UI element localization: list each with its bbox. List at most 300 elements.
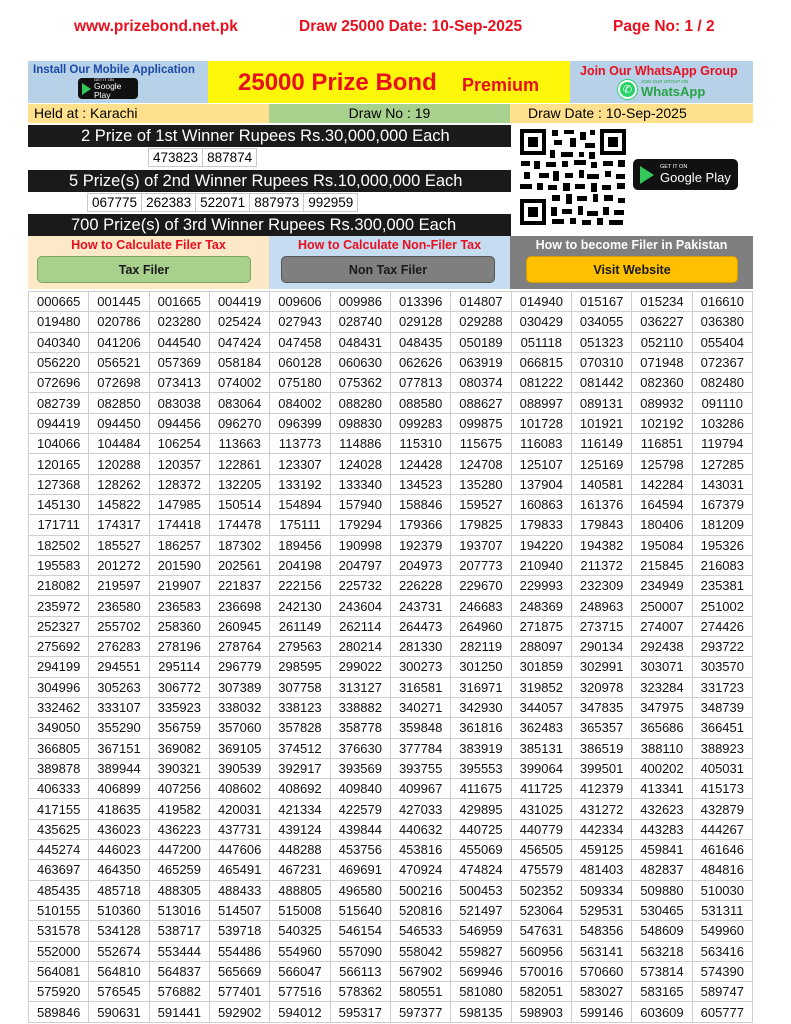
- winning-number-cell: 399501: [571, 758, 631, 778]
- winning-number-cell: 547631: [511, 921, 571, 941]
- winning-number-cell: 447200: [149, 840, 209, 860]
- winning-number-cell: 418635: [89, 799, 149, 819]
- winning-number-cell: 175111: [270, 515, 330, 535]
- winning-number-cell: 135280: [451, 474, 511, 494]
- second-prize-number: 992959: [303, 193, 358, 212]
- winning-number-cell: 089131: [571, 393, 631, 413]
- winning-number-cell: 195583: [29, 555, 89, 575]
- winning-number-cell: 264960: [451, 616, 511, 636]
- winning-number-cell: 015167: [571, 292, 631, 312]
- winning-number-cell: 056521: [89, 352, 149, 372]
- winning-number-cell: 422579: [330, 799, 390, 819]
- winning-number-cell: 348739: [692, 697, 752, 717]
- winning-number-cell: 096270: [209, 413, 269, 433]
- winning-number-cell: 356759: [149, 718, 209, 738]
- winning-number-cell: 598135: [451, 1002, 511, 1022]
- winning-number-cell: 357060: [209, 718, 269, 738]
- winning-number-cell: 459841: [632, 840, 692, 860]
- winning-number-cell: 565669: [209, 961, 269, 981]
- winning-number-cell: 210940: [511, 555, 571, 575]
- winning-number-cell: 484816: [692, 860, 752, 880]
- premium-tag: Premium: [462, 75, 540, 95]
- winning-number-cell: 133192: [270, 474, 330, 494]
- winning-number-cell: 431272: [571, 799, 631, 819]
- winning-number-cell: 292438: [632, 637, 692, 657]
- winning-number-cell: 278764: [209, 637, 269, 657]
- table-row: [29, 1002, 753, 1022]
- winning-number-cell: 094450: [89, 413, 149, 433]
- winning-number-cell: 101728: [511, 413, 571, 433]
- winning-number-cell: 509334: [571, 880, 631, 900]
- winning-number-cell: 028740: [330, 312, 390, 332]
- winning-number-cell: 347835: [571, 697, 631, 717]
- winning-number-cell: 236580: [89, 596, 149, 616]
- winning-number-cell: 189456: [270, 535, 330, 555]
- winning-number-cell: 114886: [330, 434, 390, 454]
- winning-number-cell: 081222: [511, 373, 571, 393]
- winning-number-cell: 204198: [270, 555, 330, 575]
- table-row: [29, 434, 753, 454]
- winning-number-cell: 055404: [692, 332, 752, 352]
- winning-number-cell: 072696: [29, 373, 89, 393]
- winning-number-cell: 029288: [451, 312, 511, 332]
- winning-number-cell: 073413: [149, 373, 209, 393]
- winning-number-cell: 366805: [29, 738, 89, 758]
- winning-number-cell: 201590: [149, 555, 209, 575]
- winning-number-cell: 278196: [149, 637, 209, 657]
- winning-number-cell: 222156: [270, 576, 330, 596]
- winning-number-cell: 570016: [511, 961, 571, 981]
- winning-number-cell: 420031: [209, 799, 269, 819]
- winning-number-cell: 470924: [390, 860, 450, 880]
- winning-number-cell: 195084: [632, 535, 692, 555]
- winning-number-cell: 573814: [632, 961, 692, 981]
- winning-number-cell: 236698: [209, 596, 269, 616]
- winning-number-cell: 301250: [451, 657, 511, 677]
- winning-number-cell: 582051: [511, 982, 571, 1002]
- winning-number-cell: 294199: [29, 657, 89, 677]
- table-row: [29, 352, 753, 372]
- winning-number-cell: 125798: [632, 454, 692, 474]
- winning-number-cell: 485435: [29, 880, 89, 900]
- winning-number-cell: 559827: [451, 941, 511, 961]
- winning-number-cell: 411725: [511, 779, 571, 799]
- title-banner: [208, 61, 570, 103]
- filer-tax-section: [28, 236, 269, 289]
- winning-number-cell: 305263: [89, 677, 149, 697]
- winning-number-cell: 174317: [89, 515, 149, 535]
- winning-number-cell: 463697: [29, 860, 89, 880]
- first-prize-number: 887874: [202, 148, 257, 167]
- winning-number-cell: 529531: [571, 900, 631, 920]
- whatsapp-small-text: JOIN OUR GROUP ON: [641, 79, 689, 85]
- play-icon: [82, 83, 91, 95]
- winning-number-cell: 216083: [692, 555, 752, 575]
- winning-number-cell: 051118: [511, 332, 571, 352]
- winning-number-cell: 303071: [632, 657, 692, 677]
- winning-number-cell: 591441: [149, 1002, 209, 1022]
- winning-number-cell: 174478: [209, 515, 269, 535]
- winning-number-cell: 436223: [149, 819, 209, 839]
- winning-number-cell: 399064: [511, 758, 571, 778]
- winning-number-cell: 513016: [149, 900, 209, 920]
- app-promo: [28, 61, 208, 103]
- winning-number-cell: 001665: [149, 292, 209, 312]
- winning-number-cell: 580551: [390, 982, 450, 1002]
- table-row: [29, 921, 753, 941]
- winning-number-cell: 552674: [89, 941, 149, 961]
- winning-number-cell: 358778: [330, 718, 390, 738]
- winning-number-cell: 179294: [330, 515, 390, 535]
- winning-number-cell: 563218: [632, 941, 692, 961]
- store-name: Google Play: [94, 81, 122, 100]
- app-promo-label: Install Our Mobile Application: [33, 64, 195, 76]
- winning-number-cell: 025424: [209, 312, 269, 332]
- winning-number-cell: 295114: [149, 657, 209, 677]
- whatsapp-promo: [570, 61, 753, 103]
- winning-number-cell: 192379: [390, 535, 450, 555]
- winning-number-cell: 335923: [149, 697, 209, 717]
- non-tax-filer-button[interactable]: Non Tax Filer: [281, 256, 495, 283]
- winning-number-cell: 044540: [149, 332, 209, 352]
- second-prize-number: 887973: [249, 193, 304, 212]
- winning-number-cell: 102192: [632, 413, 692, 433]
- third-prize-winners-table: [28, 291, 753, 1023]
- winning-number-cell: 366451: [692, 718, 752, 738]
- winning-number-cell: 355290: [89, 718, 149, 738]
- winning-number-cell: 258360: [149, 616, 209, 636]
- table-row: [29, 535, 753, 555]
- winning-number-cell: 566047: [270, 961, 330, 981]
- winning-number-cell: 072698: [89, 373, 149, 393]
- winning-number-cell: 411675: [451, 779, 511, 799]
- winning-number-cell: 340271: [390, 697, 450, 717]
- whatsapp-name: WhatsApp: [641, 83, 706, 99]
- winning-number-cell: 050189: [451, 332, 511, 352]
- winning-number-cell: 128372: [149, 474, 209, 494]
- winning-number-cell: 456505: [511, 840, 571, 860]
- winning-number-cell: 161376: [571, 494, 631, 514]
- winning-number-cell: 158846: [390, 494, 450, 514]
- winning-number-cell: 016610: [692, 292, 752, 312]
- winning-number-cell: 530465: [632, 900, 692, 920]
- winning-number-cell: 567902: [390, 961, 450, 981]
- winning-number-cell: 365357: [571, 718, 631, 738]
- winning-number-cell: 271875: [511, 616, 571, 636]
- winning-number-cell: 082850: [89, 393, 149, 413]
- table-row: [29, 596, 753, 616]
- winning-number-cell: 558042: [390, 941, 450, 961]
- winning-number-cell: 589747: [692, 982, 752, 1002]
- winning-number-cell: 481403: [571, 860, 631, 880]
- winning-number-cell: 597377: [390, 1002, 450, 1022]
- winning-number-cell: 211372: [571, 555, 631, 575]
- winning-number-cell: 482837: [632, 860, 692, 880]
- winning-number-cell: 534128: [89, 921, 149, 941]
- winning-number-cell: 074002: [209, 373, 269, 393]
- winning-number-cell: 116149: [571, 434, 631, 454]
- winning-number-cell: 444267: [692, 819, 752, 839]
- site-url[interactable]: www.prizebond.net.pk: [74, 18, 238, 35]
- winning-number-cell: 124708: [451, 454, 511, 474]
- winning-number-cell: 570660: [571, 961, 631, 981]
- winning-number-cell: 251002: [692, 596, 752, 616]
- winning-number-cell: 440632: [390, 819, 450, 839]
- winning-number-cell: 338032: [209, 697, 269, 717]
- draw-number: Draw No : 19: [269, 104, 510, 123]
- first-prize-heading: 2 Prize of 1st Winner Rupees Rs.30,000,000 Each: [28, 125, 511, 147]
- winning-number-cell: 464350: [89, 860, 149, 880]
- winning-number-cell: 377784: [390, 738, 450, 758]
- winning-number-cell: 439124: [270, 819, 330, 839]
- table-row: [29, 819, 753, 839]
- winning-number-cell: 455069: [451, 840, 511, 860]
- winning-number-cell: 248369: [511, 596, 571, 616]
- winning-number-cell: 539718: [209, 921, 269, 941]
- winning-number-cell: 171711: [29, 515, 89, 535]
- winning-number-cell: 344057: [511, 697, 571, 717]
- winning-number-cell: 134523: [390, 474, 450, 494]
- table-row: [29, 941, 753, 961]
- winning-number-cell: 442334: [571, 819, 631, 839]
- winning-number-cell: 320978: [571, 677, 631, 697]
- page-header: [0, 18, 791, 44]
- winning-number-cell: 332462: [29, 697, 89, 717]
- table-row: [29, 758, 753, 778]
- winning-number-cell: 290134: [571, 637, 631, 657]
- winning-number-cell: 563416: [692, 941, 752, 961]
- winning-number-cell: 029128: [390, 312, 450, 332]
- winning-number-cell: 488305: [149, 880, 209, 900]
- winning-number-cell: 122861: [209, 454, 269, 474]
- table-row: [29, 982, 753, 1002]
- winning-number-cell: 421334: [270, 799, 330, 819]
- winning-number-cell: 510360: [89, 900, 149, 920]
- winning-number-cell: 225732: [330, 576, 390, 596]
- winning-number-cell: 307389: [209, 677, 269, 697]
- second-prize-number: 067775: [87, 193, 142, 212]
- winning-number-cell: 347975: [632, 697, 692, 717]
- held-at: Held at : Karachi: [28, 104, 269, 123]
- winning-number-cell: 432879: [692, 799, 752, 819]
- winning-number-cell: 083038: [149, 393, 209, 413]
- winning-number-cell: 036380: [692, 312, 752, 332]
- winning-number-cell: 393755: [390, 758, 450, 778]
- winning-number-cell: 113773: [270, 434, 330, 454]
- first-prize-number: 473823: [148, 148, 203, 167]
- winning-number-cell: 294551: [89, 657, 149, 677]
- whatsapp-badge[interactable]: [618, 79, 708, 99]
- winning-number-cell: 120165: [29, 454, 89, 474]
- draw-card: [28, 61, 753, 289]
- winning-number-cell: 273715: [571, 616, 631, 636]
- winning-number-cell: 592902: [209, 1002, 269, 1022]
- winning-number-cell: 374512: [270, 738, 330, 758]
- winning-number-cell: 408602: [209, 779, 269, 799]
- winning-number-cell: 094419: [29, 413, 89, 433]
- table-row: [29, 860, 753, 880]
- winning-number-cell: 564810: [89, 961, 149, 981]
- winning-number-cell: 098830: [330, 413, 390, 433]
- winning-number-cell: 193707: [451, 535, 511, 555]
- winning-number-cell: 531578: [29, 921, 89, 941]
- winning-number-cell: 023280: [149, 312, 209, 332]
- winning-number-cell: 407256: [149, 779, 209, 799]
- winning-number-cell: 081442: [571, 373, 631, 393]
- winning-number-cell: 552000: [29, 941, 89, 961]
- winning-number-cell: 062626: [390, 352, 450, 372]
- winning-number-cell: 393569: [330, 758, 390, 778]
- winning-number-cell: 182502: [29, 535, 89, 555]
- winning-number-cell: 048431: [330, 332, 390, 352]
- winning-number-cell: 564837: [149, 961, 209, 981]
- winning-number-cell: 250007: [632, 596, 692, 616]
- winning-number-cell: 143031: [692, 474, 752, 494]
- google-play-badge[interactable]: [633, 159, 738, 190]
- winning-number-cell: 072367: [692, 352, 752, 372]
- winning-number-cell: 446023: [89, 840, 149, 860]
- winning-number-cell: 195326: [692, 535, 752, 555]
- winning-number-cell: 229993: [511, 576, 571, 596]
- winning-number-cell: 034055: [571, 312, 631, 332]
- winning-number-cell: 406899: [89, 779, 149, 799]
- winning-number-cell: 293722: [692, 637, 752, 657]
- winning-number-cell: 577401: [209, 982, 269, 1002]
- table-row: [29, 332, 753, 352]
- winning-number-cell: 583165: [632, 982, 692, 1002]
- table-row: [29, 779, 753, 799]
- winning-number-cell: 140581: [571, 474, 631, 494]
- winning-number-cell: 106254: [149, 434, 209, 454]
- winning-number-cell: 432623: [632, 799, 692, 819]
- winning-number-cell: 282119: [451, 637, 511, 657]
- winning-number-cell: 089932: [632, 393, 692, 413]
- tax-filer-button[interactable]: Tax Filer: [37, 256, 251, 283]
- winning-number-cell: 127368: [29, 474, 89, 494]
- winning-number-cell: 113663: [209, 434, 269, 454]
- winning-number-cell: 181209: [692, 515, 752, 535]
- winning-number-cell: 080374: [451, 373, 511, 393]
- winning-number-cell: 274007: [632, 616, 692, 636]
- winning-number-cell: 204797: [330, 555, 390, 575]
- winning-number-cell: 119794: [692, 434, 752, 454]
- winning-number-cell: 036227: [632, 312, 692, 332]
- winning-number-cell: 040340: [29, 332, 89, 352]
- winning-number-cell: 365686: [632, 718, 692, 738]
- store-get-text: GET IT ON: [660, 164, 688, 171]
- table-row: [29, 900, 753, 920]
- bond-title: 25000 Prize Bond: [238, 69, 437, 96]
- winning-number-cell: 041206: [89, 332, 149, 352]
- winning-number-cell: 540325: [270, 921, 330, 941]
- winning-number-cell: 521497: [451, 900, 511, 920]
- winning-number-cell: 201272: [89, 555, 149, 575]
- winning-number-cell: 500453: [451, 880, 511, 900]
- winning-number-cell: 179366: [390, 515, 450, 535]
- winning-number-cell: 009986: [330, 292, 390, 312]
- winning-number-cell: 009606: [270, 292, 330, 312]
- winning-number-cell: 510030: [692, 880, 752, 900]
- winning-number-cell: 554960: [270, 941, 330, 961]
- winning-number-cell: 082480: [692, 373, 752, 393]
- page-number: Page No: 1 / 2: [613, 18, 715, 35]
- winning-number-cell: 128262: [89, 474, 149, 494]
- table-row: [29, 961, 753, 981]
- second-prize-number: 522071: [195, 193, 250, 212]
- winning-number-cell: 235972: [29, 596, 89, 616]
- table-row: [29, 880, 753, 900]
- winning-number-cell: 075180: [270, 373, 330, 393]
- winning-number-cell: 357828: [270, 718, 330, 738]
- winning-number-cell: 406333: [29, 779, 89, 799]
- winning-number-cell: 531311: [692, 900, 752, 920]
- winning-number-cell: 319852: [511, 677, 571, 697]
- store-name: Google Play: [660, 169, 731, 185]
- store-get-text: GET IT ON: [94, 77, 114, 82]
- winning-number-cell: 215845: [632, 555, 692, 575]
- winning-number-cell: 349050: [29, 718, 89, 738]
- winning-number-cell: 280214: [330, 637, 390, 657]
- winning-number-cell: 194220: [511, 535, 571, 555]
- winning-number-cell: 229670: [451, 576, 511, 596]
- winning-number-cell: 202561: [209, 555, 269, 575]
- winning-number-cell: 137904: [511, 474, 571, 494]
- winning-number-cell: 445274: [29, 840, 89, 860]
- winning-number-cell: 261149: [270, 616, 330, 636]
- winning-number-cell: 075362: [330, 373, 390, 393]
- winning-number-cell: 595317: [330, 1002, 390, 1022]
- winning-number-cell: 264473: [390, 616, 450, 636]
- winning-number-cell: 127285: [692, 454, 752, 474]
- winning-number-cell: 474824: [451, 860, 511, 880]
- winning-number-cell: 417155: [29, 799, 89, 819]
- google-play-badge-small[interactable]: [78, 78, 138, 99]
- winning-number-cell: 299022: [330, 657, 390, 677]
- winning-number-cell: 101921: [571, 413, 631, 433]
- winning-number-cell: 279563: [270, 637, 330, 657]
- winning-number-cell: 569946: [451, 961, 511, 981]
- winning-number-cell: 058184: [209, 352, 269, 372]
- winning-number-cell: 120357: [149, 454, 209, 474]
- winning-number-cell: 115310: [390, 434, 450, 454]
- winning-number-cell: 235381: [692, 576, 752, 596]
- winning-number-cell: 047424: [209, 332, 269, 352]
- table-row: [29, 494, 753, 514]
- winning-number-cell: 415173: [692, 779, 752, 799]
- winning-number-cell: 475579: [511, 860, 571, 880]
- winning-number-cell: 385131: [511, 738, 571, 758]
- winning-number-cell: 296779: [209, 657, 269, 677]
- winning-number-cell: 180406: [632, 515, 692, 535]
- qr-code-icon[interactable]: [519, 128, 627, 226]
- winning-number-cell: 262114: [330, 616, 390, 636]
- winning-number-cell: 546959: [451, 921, 511, 941]
- winning-number-cell: 514507: [209, 900, 269, 920]
- winning-number-cell: 316971: [451, 677, 511, 697]
- whatsapp-icon: ✆: [618, 80, 637, 99]
- winning-number-cell: 276283: [89, 637, 149, 657]
- winning-number-cell: 583027: [571, 982, 631, 1002]
- winning-number-cell: 599146: [571, 1002, 631, 1022]
- winning-number-cell: 369082: [149, 738, 209, 758]
- visit-website-button[interactable]: Visit Website: [526, 256, 738, 283]
- winning-number-cell: 333107: [89, 697, 149, 717]
- winning-number-cell: 194382: [571, 535, 631, 555]
- winning-number-cell: 440779: [511, 819, 571, 839]
- second-prize-heading: 5 Prize(s) of 2nd Winner Rupees Rs.10,000,000 Each: [28, 170, 511, 192]
- winning-number-cell: 566113: [330, 961, 390, 981]
- winning-number-cell: 001445: [89, 292, 149, 312]
